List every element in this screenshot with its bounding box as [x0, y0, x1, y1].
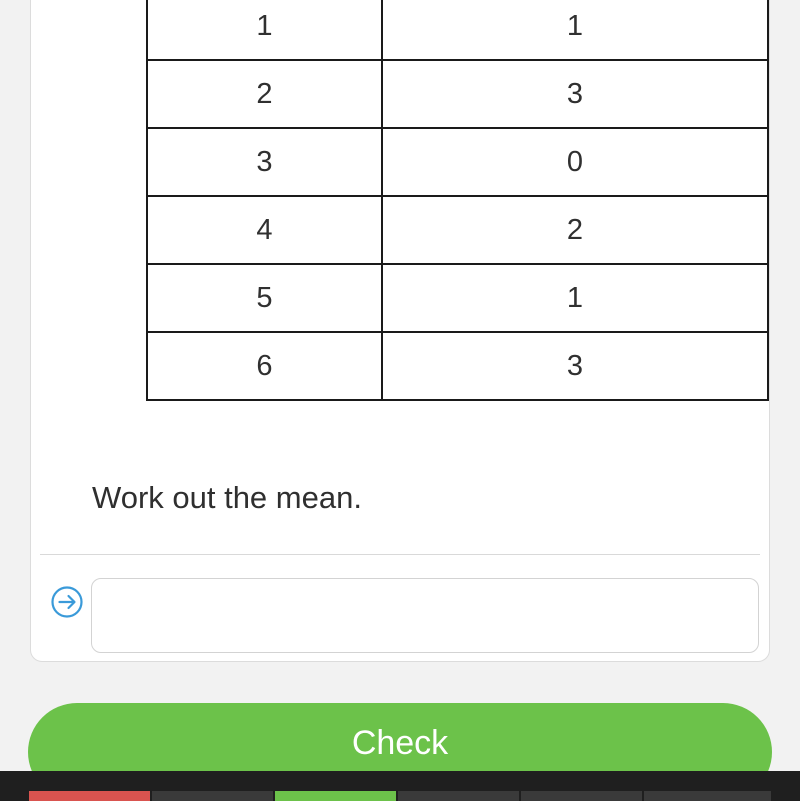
table-cell: 6	[147, 332, 382, 400]
progress-segment	[152, 791, 273, 801]
table-cell: 5	[147, 264, 382, 332]
table-row	[147, 128, 768, 196]
table-cell: 1	[382, 0, 768, 60]
divider	[40, 554, 760, 555]
table-row	[147, 332, 768, 400]
arrow-circle-right-icon[interactable]	[50, 585, 84, 619]
answer-input[interactable]	[91, 578, 759, 653]
table-cell: 2	[147, 60, 382, 128]
check-button[interactable]: Check	[28, 703, 772, 801]
table-cell: 3	[382, 60, 768, 128]
data-table	[146, 0, 769, 401]
question-card	[30, 0, 770, 662]
table-row	[147, 196, 768, 264]
progress-segment	[521, 791, 642, 801]
table-cell: 3	[147, 128, 382, 196]
table-cell: 1	[147, 0, 382, 60]
table-cell: 4	[147, 196, 382, 264]
progress-segment	[644, 791, 771, 801]
progress-segment	[275, 791, 396, 801]
progress-segment	[29, 791, 150, 801]
progress-bar	[0, 771, 800, 801]
table-row	[147, 60, 768, 128]
table-cell: 3	[382, 332, 768, 400]
table-row	[147, 264, 768, 332]
progress-segment	[398, 791, 519, 801]
table-row	[147, 0, 768, 60]
table-cell: 0	[382, 128, 768, 196]
question-text: Work out the mean.	[92, 480, 362, 515]
table-cell: 1	[382, 264, 768, 332]
table-cell: 2	[382, 196, 768, 264]
